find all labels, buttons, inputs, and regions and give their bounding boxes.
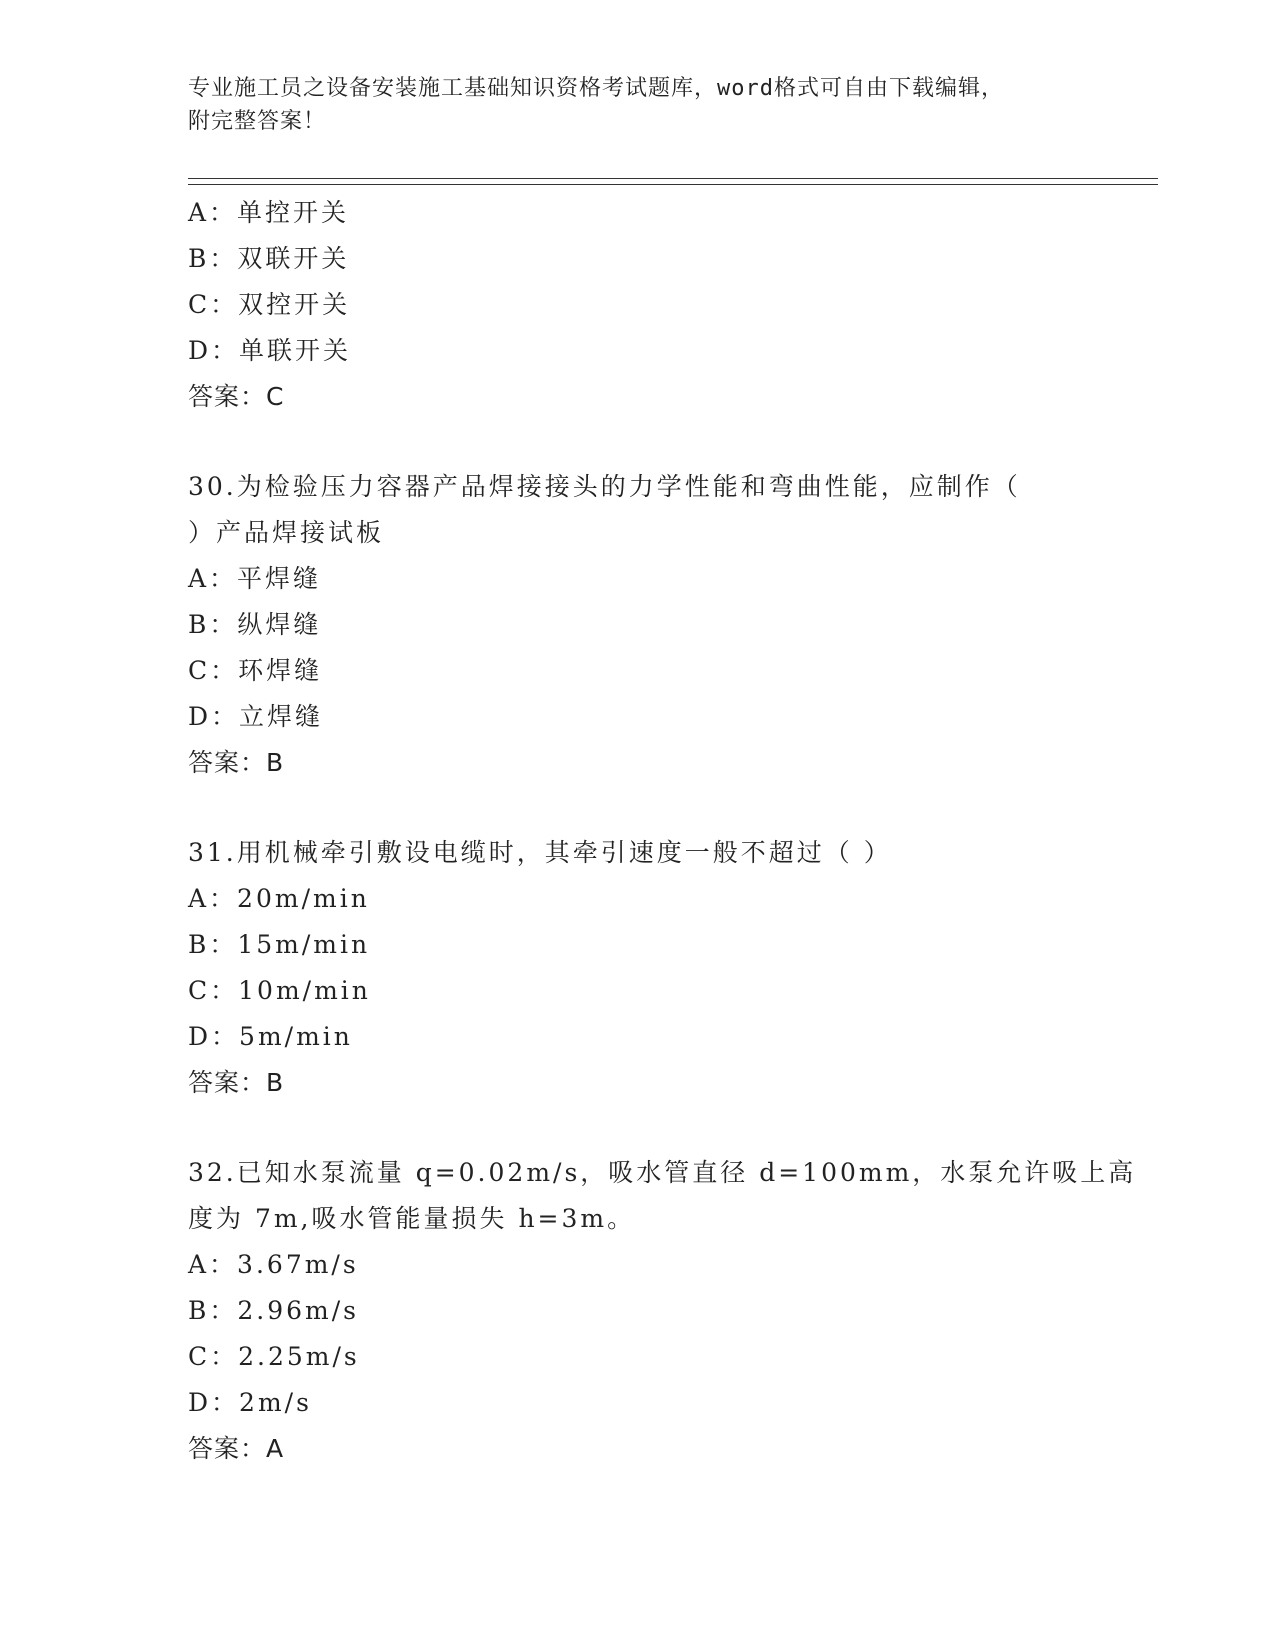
document-header [188,72,1068,138]
option-a: A：单控开关 [188,198,350,227]
header-line-1: 专业施工员之设备安装施工基础知识资格考试题库，word格式可自由下载编辑， [188,76,1004,101]
header-divider [188,178,1158,185]
question-text-line: 30.为检验压力容器产品焊接接头的力学性能和弯曲性能，应制作（ [188,472,1021,501]
header-line-2: 附完整答案！ [188,109,327,134]
question-text-line: ）产品焊接试板 [188,518,385,547]
spacer [188,786,1088,830]
answer-line: 答案：C [188,382,285,411]
option-a: A：3.67m/s [188,1250,359,1279]
option-b: B：双联开关 [188,244,350,273]
spacer [188,420,1088,464]
question-block [188,1150,1137,1472]
answer-line: 答案：B [188,1068,285,1097]
question-block [188,830,1088,1106]
option-c: C：2.25m/s [188,1342,360,1371]
option-b: B：2.96m/s [188,1296,359,1325]
option-c: C：环焊缝 [188,656,323,685]
question-block [188,190,1088,420]
option-d: D：2m/s [188,1388,312,1417]
option-c: C：10m/min [188,976,371,1005]
option-c: C：双控开关 [188,290,351,319]
option-d: D：单联开关 [188,336,352,365]
option-b: B：15m/min [188,930,371,959]
option-a: A：平焊缝 [188,564,322,593]
answer-line: 答案：A [188,1434,285,1463]
question-text-line: 31.用机械牵引敷设电缆时，其牵引速度一般不超过（ ） [188,838,892,867]
answer-line: 答案：B [188,748,285,777]
option-d: D：立焊缝 [188,702,324,731]
question-list [188,190,1137,1472]
option-b: B：纵焊缝 [188,610,322,639]
question-text-line: 度为 7m,吸水管能量损失 h=3m。 [188,1204,636,1233]
question-block [188,464,1088,786]
option-a: A：20m/min [188,884,370,913]
option-d: D：5m/min [188,1022,353,1051]
spacer [188,1106,1088,1150]
question-text-line: 32.已知水泵流量 q=0.02m/s，吸水管直径 d=100mm，水泵允许吸上高 [188,1158,1137,1187]
